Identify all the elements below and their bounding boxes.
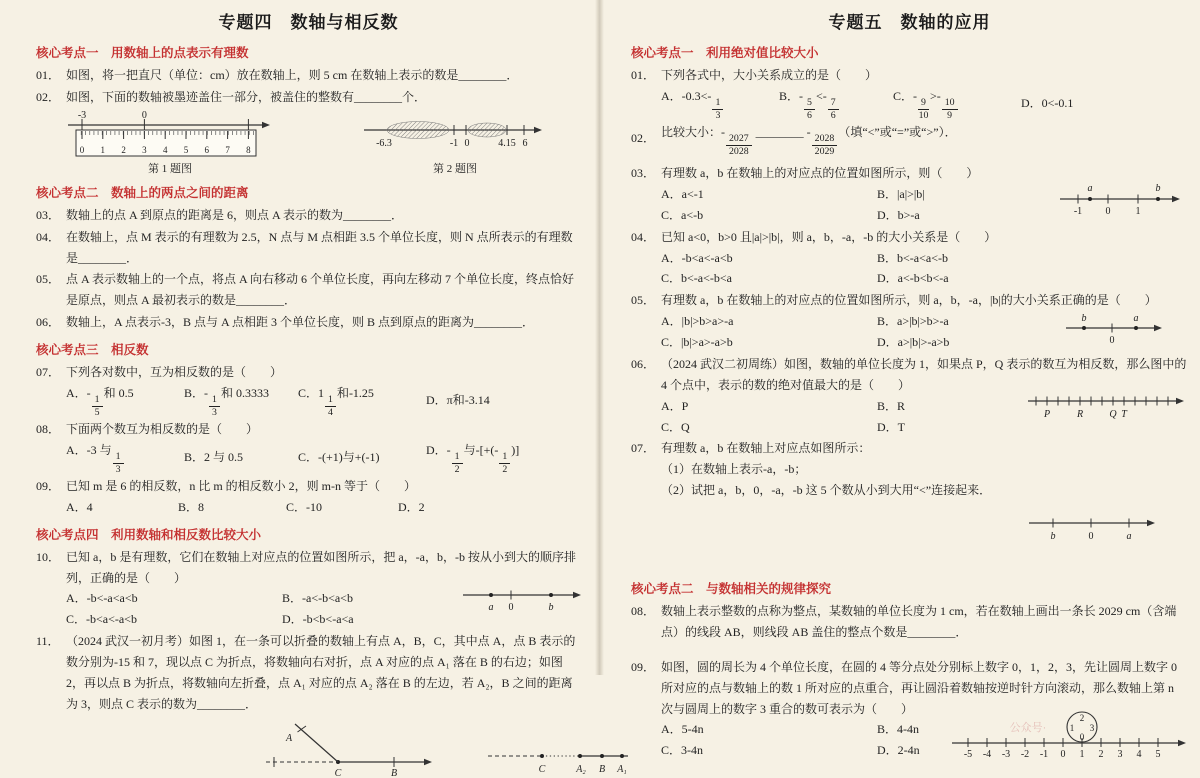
- question-text: 已知 a<0，b>0 且|a|>|b|，则 a，b，-a，-b 的大小关系是（ ）: [661, 229, 997, 244]
- ruler-number: 0: [79, 144, 85, 155]
- option-a: A．-0.3<- $\frac{1}{3}$: [661, 86, 779, 121]
- spacer: [631, 564, 1188, 572]
- question-text: 如图，将一把直尺（单位：cm）放在数轴上，则 5 cm 在数轴上表示的数是________．: [66, 68, 519, 82]
- question-09: [631, 657, 1188, 761]
- option-d: D．a<-b<b<-a: [877, 271, 949, 286]
- question-04: [36, 227, 581, 269]
- question-07: [36, 362, 581, 418]
- fold-figures-row: [264, 716, 627, 778]
- option-c: C．Q: [661, 419, 690, 434]
- question-text: 数轴上表示整数的点称为整点，某数轴的单位长度为 1 cm，若在数轴上画出一条长 2029 cm（含端点）的线段 AB，则线段 AB 盖住的整点个数是________．: [661, 604, 1177, 639]
- section-header-2: 核心考点二 数轴上的两点之间的距离: [36, 185, 249, 200]
- page-right: [603, 0, 1200, 760]
- question-01: [631, 65, 1188, 121]
- question-number: 04．: [36, 229, 61, 244]
- point-label: A: [285, 732, 293, 744]
- option-d: D．2: [398, 499, 425, 514]
- question-06: [631, 354, 1188, 438]
- point-label: b: [1081, 313, 1087, 325]
- axis-label: -6.3: [376, 137, 392, 149]
- question-05: [631, 290, 1188, 353]
- option-d: D．- $\frac{1}{2}$ 与-[+(- $\frac{1}{2}$ )]: [426, 442, 520, 475]
- point-label: a: [1126, 531, 1132, 542]
- option-a: A．-b<a<-a<b: [661, 250, 733, 265]
- option-c: C．b<-a<-b<a: [661, 271, 732, 286]
- ruler-number: 8: [246, 144, 251, 155]
- option-d: D．b>-a: [877, 207, 920, 222]
- option-a: A．|b|>b>a>-a: [661, 314, 734, 329]
- numberline-figure-q05: [1066, 314, 1170, 348]
- point-label: a: [488, 601, 494, 613]
- question-number: 03．: [36, 207, 61, 222]
- numberline-figure-q07: [1029, 509, 1159, 543]
- option-b: B．4-4n: [877, 722, 920, 737]
- option-a: A．- $\frac{1}{5}$ 和 0.5: [66, 385, 134, 418]
- point-label: b: [1050, 531, 1056, 542]
- axis-label: 3: [1117, 748, 1123, 760]
- question-text: 在数轴上，点 M 表示的有理数为 2.5，N 点与 M 点相距 3.5 个单位长度，则 N 点所表示的有理数是________．: [66, 229, 573, 265]
- option-d: D．0<-0.1: [1021, 95, 1074, 110]
- spacer: [631, 544, 1188, 564]
- question-02: [36, 87, 581, 108]
- question-03: [631, 163, 1188, 226]
- figure-1-box: [64, 109, 276, 176]
- question-number: 01．: [36, 68, 61, 82]
- question-number: 07．: [36, 365, 61, 379]
- question-text: 数轴上，A 点表示-3，B 点与 A 点相距 3 个单位长度，则 B 点到原点的距离为________．: [66, 315, 535, 330]
- point-label: A₂: [576, 763, 586, 775]
- question-text: 有理数 a，b 在数轴上对应点如图所示：: [661, 441, 871, 456]
- point-label: b: [1155, 183, 1161, 194]
- option-c: C．3-4n: [661, 743, 704, 758]
- axis-label: 1: [1135, 206, 1141, 217]
- options: [661, 86, 1188, 121]
- ink-blot: [468, 123, 506, 137]
- axis-label: 0: [1060, 748, 1066, 760]
- option-b: B．- $\frac{5}{6}$ <- $\frac{7}{6}$: [779, 86, 893, 121]
- axis-label: 0: [464, 137, 470, 149]
- question-01: [36, 65, 581, 86]
- options: [661, 311, 1093, 353]
- question-text: 如图，圆的周长为 4 个单位长度，在圆的 4 等分点处分别标上数字 0，1，2，3，先让圆周上数字 0 所对应的点与数轴上的数 1 所对应的点重合，再让圆沿着数轴按逆时针方向滚动，那么数轴上第 n 次与圆周上的数字 3 重合的数可表示为（ ）: [661, 659, 1178, 716]
- question-text: （2024 武汉一初月考）如图 1，在一条可以折叠的数轴上有点 A，B，C，其中点 A，点 B 表示的数分别为-15 和 7，现以点 C 为折点，将数轴向右对折，点 A 对应的点 A₁ 落在 B 的右边；如图 2，再以点 B 为折点，将数轴向左折叠，点 A₁ 对应的点 A₂ 落在 B 的左边，若 A₂，B 之间的距离为 3，则点 C 表示的数为________．: [66, 634, 576, 711]
- question-10: [36, 547, 581, 631]
- ruler-number: 3: [142, 144, 147, 155]
- page-title: 专题四 数轴与相反数: [218, 13, 399, 32]
- question-06: [36, 312, 581, 333]
- axis-label: 1: [1079, 748, 1085, 760]
- watermark: 公众号·: [1009, 721, 1047, 734]
- axis-label: 0: [141, 109, 147, 121]
- question-08: [631, 601, 1188, 643]
- axis-label: 5: [1155, 748, 1161, 760]
- question-04: [631, 227, 1188, 290]
- options: [661, 184, 1093, 226]
- axis-label: -1: [449, 137, 459, 149]
- ruler-number: 1: [100, 144, 106, 155]
- numberline-figure-q10: [463, 585, 583, 617]
- axis-label: -2: [1020, 748, 1030, 760]
- point-label: T: [1121, 408, 1127, 420]
- point-label: B: [390, 767, 398, 778]
- point-label: Q: [1109, 408, 1117, 420]
- ruler-number: 7: [225, 144, 230, 155]
- question-number: 09．: [36, 478, 61, 493]
- sub-question-1: （1）在数轴上表示-a，-b；: [661, 462, 807, 477]
- question-text: 已知 m 是 6 的相反数，n 比 m 的相反数小 2，则 m-n 等于（ ）: [66, 478, 417, 493]
- option-d: D．T: [877, 419, 905, 434]
- option-b: B．b<-a<a<-b: [877, 250, 948, 265]
- axis-label: -1: [1073, 206, 1083, 217]
- axis-label: -3: [77, 109, 87, 121]
- question-11: [36, 631, 581, 715]
- question-text: 已知 a，b 是有理数，它们在数轴上对应点的位置如图所示，把 a，-a，b，-b 按从小到大的顺序排列，正确的是（ ）: [66, 549, 576, 585]
- axis-label: -4: [982, 748, 992, 760]
- options: [66, 588, 498, 630]
- axis-label: -5: [963, 748, 973, 760]
- spacer: [631, 649, 1188, 657]
- folded-numberline-figure-2: [486, 738, 636, 778]
- option-c: C．|b|>a>-a>b: [661, 335, 733, 349]
- axis-label: -3: [1001, 748, 1011, 760]
- question-text: 下列各式中，大小关系成立的是（ ）: [661, 68, 878, 82]
- option-b: B．- $\frac{1}{3}$ 和 0.3333: [184, 385, 269, 418]
- question-number: 09．: [631, 659, 656, 674]
- point-label: a: [1087, 183, 1093, 194]
- point-label: R: [1076, 408, 1084, 420]
- question-08: [36, 419, 581, 475]
- question-text: 点 A 表示数轴上的一个点，将点 A 向右移动 6 个单位长度，再向左移动 7 个单位长度，终点恰好是原点，则点 A 最初表示的数是________．: [66, 272, 575, 308]
- option-b: B．|a|>|b|: [877, 186, 925, 201]
- axis-label: 4: [1136, 748, 1142, 760]
- option-a: A．P: [661, 398, 689, 413]
- option-a: A．4: [66, 499, 93, 514]
- axis-label: 2: [1098, 748, 1104, 760]
- axis-label: 0: [1109, 335, 1115, 347]
- option-a: A．a<-1: [661, 186, 704, 201]
- figure-row: [64, 109, 581, 176]
- question-text: 下面两个数互为相反数的是（ ）: [66, 421, 259, 436]
- options: [66, 440, 581, 475]
- circle-number-left: 1: [1069, 722, 1075, 733]
- option-d: D．-b<b<-a<a: [282, 612, 354, 627]
- sub-question-2: （2）试把 a，b，0，-a，-b 这 5 个数从小到大用“<”连接起来．: [661, 483, 992, 498]
- numberline-figure-q03: [1060, 183, 1188, 221]
- question-number: 06．: [631, 356, 656, 371]
- question-number: 04．: [631, 229, 656, 244]
- option-b: B．8: [178, 499, 205, 514]
- circle-number-top: 2: [1079, 712, 1085, 723]
- question-text: 下列各对数中，互为相反数的是（ ）: [66, 365, 283, 379]
- option-d: D．π和-3.14: [426, 392, 490, 407]
- folded-numberline-figure-1: [264, 716, 452, 778]
- ruler-number: 4: [162, 144, 168, 155]
- question-number: 02．: [631, 130, 656, 145]
- circle-number-bottom: 0: [1079, 731, 1085, 742]
- figure-caption: 第 2 题图: [433, 162, 477, 175]
- option-b: B．R: [877, 398, 906, 413]
- options: [661, 248, 1093, 290]
- option-a: A．-3 与 $\frac{1}{3}$: [66, 440, 184, 475]
- point-label: C: [334, 767, 342, 778]
- section-header-3: 核心考点三 相反数: [36, 343, 149, 357]
- axis-label: -1: [1039, 748, 1049, 760]
- question-text: 如图，下面的数轴被墨迹盖住一部分，被盖住的整数有________个．: [66, 89, 427, 104]
- question-number: 10．: [36, 549, 61, 564]
- question-text: 有理数 a，b 在数轴上的对应点的位置如图所示，则（ ）: [661, 166, 979, 180]
- ink-blot-numberline-figure: [362, 112, 548, 158]
- option-a: A．-b<-a<a<b: [66, 591, 138, 606]
- option-c: C．-b<a<-a<b: [66, 612, 137, 627]
- question-number: 02．: [36, 89, 61, 104]
- question-03: [36, 205, 581, 226]
- point-label: A₁: [617, 763, 627, 775]
- figure-caption: 第 1 题图: [148, 162, 192, 175]
- question-text: 数轴上的点 A 到原点的距离是 6，则点 A 表示的数为________．: [66, 207, 404, 222]
- numberline-figure-q06: [1026, 390, 1194, 420]
- option-a: A．5-4n: [661, 722, 704, 737]
- question-number: 03．: [631, 166, 656, 180]
- section-header-2: 核心考点二 与数轴相关的规律探究: [631, 582, 832, 596]
- question-07: [631, 438, 1188, 543]
- question-number: 08．: [631, 604, 656, 618]
- question-text: （2024 武汉二初周练）如图，数轴的单位长度为 1，如果点 P，Q 表示的数互为相反数，那么图中的 4 个点中，表示的数的绝对值最大的是（ ）: [661, 356, 1187, 392]
- ruler-number: 2: [121, 144, 126, 155]
- question-number: 07．: [631, 441, 656, 456]
- ruler-numberline-figure: [64, 109, 276, 158]
- question-text: 比较大小：- $\frac{2027}{2028}$ ________ - $\frac{2028}{2029}$ （填“<”或“=”或“>”）．: [661, 124, 957, 157]
- axis-label: 6: [522, 137, 528, 149]
- rolling-circle-numberline-figure: [950, 697, 1196, 759]
- section-header-1: 核心考点一 用数轴上的点表示有理数: [36, 46, 249, 60]
- option-c: C．1 $\frac{1}{4}$ 和-1.25: [298, 385, 374, 418]
- option-d: D．a>|b|>-a>b: [877, 335, 950, 349]
- page-title: 专题五 数轴的应用: [828, 13, 991, 32]
- axis-label: 4.15: [498, 137, 516, 149]
- option-c: C．- $\frac{9}{10}$ >- $\frac{10}{9}$: [893, 86, 1021, 121]
- question-number: 05．: [631, 293, 656, 308]
- question-05: [36, 269, 581, 311]
- point-label: P: [1043, 408, 1051, 420]
- ink-blot: [387, 121, 449, 138]
- question-number: 06．: [36, 315, 61, 330]
- question-number: 08．: [36, 421, 61, 436]
- question-number: 01．: [631, 68, 656, 82]
- figure-holder: [1029, 509, 1188, 543]
- option-c: C．-(+1)与+(-1): [298, 449, 380, 464]
- question-text: 有理数 a，b 在数轴上的对应点的位置如图所示，则 a，b，-a，|b|的大小关系正确的是（ ）: [661, 293, 1157, 308]
- ruler-number: 6: [204, 144, 210, 155]
- figure-2-box: [362, 112, 548, 176]
- option-c: C．a<-b: [661, 207, 704, 222]
- section-header-4: 核心考点四 利用数轴和相反数比较大小: [36, 527, 262, 542]
- point-label: a: [1133, 313, 1139, 325]
- options: [66, 383, 581, 418]
- axis-label: 0: [1105, 206, 1111, 217]
- question-number: 11．: [36, 634, 60, 649]
- option-d: D．2-4n: [877, 743, 920, 758]
- circle-number-right: 3: [1089, 722, 1095, 733]
- section-header-1: 核心考点一 利用绝对值比较大小: [631, 46, 819, 60]
- axis-label: 0: [1088, 531, 1094, 542]
- option-b: B．2 与 0.5: [184, 449, 244, 464]
- point-label: 0: [508, 601, 514, 613]
- question-09: [36, 476, 581, 518]
- option-b: B．a>|b|>b>-a: [877, 314, 949, 329]
- question-number: 05．: [36, 272, 61, 287]
- ruler-number: 5: [183, 144, 189, 155]
- point-label: B: [598, 763, 606, 775]
- point-label: C: [538, 763, 546, 775]
- question-02: [631, 122, 1188, 157]
- option-c: C．-10: [286, 499, 323, 514]
- point-label: b: [548, 601, 554, 613]
- option-b: B．-a<-b<a<b: [282, 591, 353, 606]
- options: [66, 497, 581, 518]
